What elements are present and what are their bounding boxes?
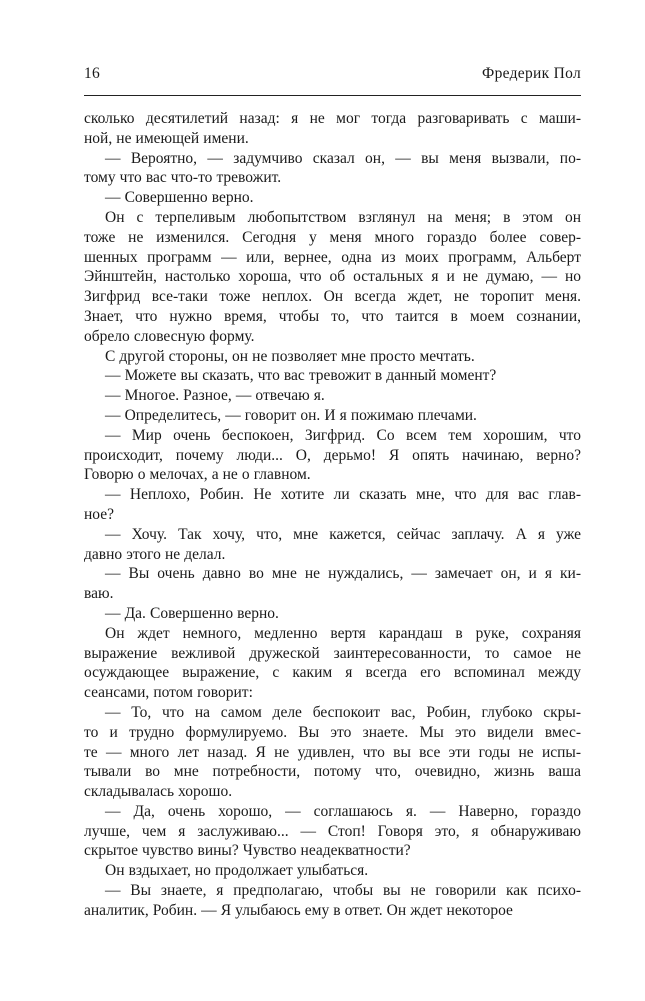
text-line: тывали во мне потребности, потому что, очевидно, жизнь ваша: [84, 763, 581, 781]
paragraph: [84, 624, 581, 703]
text-line: — Да, очень хорошо, — соглашаюсь я. — Наверно, гораздо: [105, 802, 581, 820]
text-line: тоже не изменился. Сегодня у меня много гораздо более совер-: [84, 228, 581, 246]
paragraph: [84, 188, 581, 208]
paragraph: [84, 426, 581, 485]
text-line: — Совершенно верно.: [105, 189, 254, 207]
text-line: — Вы знаете, я предполагаю, чтобы вы не говорили как психо-: [105, 882, 581, 900]
paragraph: [84, 149, 581, 189]
text-line: то и трудно формулируемо. Вы это знаете. Мы это видели вмес-: [84, 723, 581, 741]
text-line: С другой стороны, он не позволяет мне просто мечтать.: [105, 347, 475, 365]
text-line: давно этого не делал.: [84, 545, 226, 563]
paragraph: [84, 525, 581, 565]
text-line: шенных программ — или, вернее, одна из моих программ, Альберт: [84, 248, 581, 266]
text-line: обрело словесную форму.: [84, 327, 255, 345]
page-number: 16: [84, 65, 101, 82]
text-line: — То, что на самом деле беспокоит вас, Робин, глубоко скры-: [105, 703, 581, 721]
text-line: — Неплохо, Робин. Не хотите ли сказать мне, что для вас глав-: [105, 486, 581, 504]
text-line: — Мир очень беспокоен, Зигфрид. Со всем тем хорошим, что: [105, 426, 581, 444]
text-line: Зигфрид все-таки тоже неплох. Он всегда ждет, не торопит меня.: [84, 288, 581, 306]
text-line: Он вздыхает, но продолжает улыбаться.: [105, 862, 369, 880]
text-line: тому что вас что-то тревожит.: [84, 169, 282, 187]
text-line: — Хочу. Так хочу, что, мне кажется, сейчас заплачу. А я уже: [105, 525, 581, 543]
paragraph: [84, 485, 581, 525]
text-line: те — много лет назад. Я не удивлен, что вы все эти годы не испы-: [84, 743, 581, 761]
text-line: сколько десятилетий назад: я не мог тогда разговаривать с маши-: [84, 110, 581, 127]
page-header: [84, 64, 581, 96]
text-line: — Вероятно, — задумчиво сказал он, — вы меня вызвали, по-: [105, 149, 581, 167]
text-line: Эйнштейн, настолько хороша, что об остальных я и не думаю, — но: [84, 268, 581, 286]
text-line: складывалась хорошо.: [84, 783, 233, 801]
text-line: — Можете вы сказать, что вас тревожит в данный момент?: [105, 367, 497, 385]
text-line: выражение вежливой дружеской заинтересованности, то самое не: [84, 644, 581, 662]
text-line: ваю.: [84, 585, 114, 603]
text-line: — Определитесь, — говорит он. И я пожимаю плечами.: [105, 406, 477, 424]
text-line: скрытое чувство вины? Чувство неадекватности?: [84, 842, 411, 860]
paragraph: [84, 406, 581, 426]
text-line: — Многое. Разное, — отвечаю я.: [105, 387, 325, 405]
text-line: сеансами, потом говорит:: [84, 684, 253, 702]
paragraph: [84, 604, 581, 624]
page-body: [84, 109, 581, 921]
paragraph: [84, 386, 581, 406]
text-line: лучше, чем я заслуживаю... — Стоп! Говоря это, я обнаруживаю: [84, 822, 581, 840]
text-line: — Да. Совершенно верно.: [105, 604, 279, 622]
text-line: аналитик, Робин. — Я улыбаюсь ему в ответ. Он ждет некоторое: [84, 901, 513, 919]
text-line: ное?: [84, 505, 114, 523]
paragraph: [84, 208, 581, 347]
text-line: Он ждет немного, медленно вертя карандаш в руке, сохраняя: [105, 624, 581, 642]
text-line: Говорю о мелочах, а не о главном.: [84, 466, 311, 484]
text-line: происходит, почему люди... О, дерьмо! Я опять начинаю, верно?: [84, 446, 581, 464]
paragraph: [84, 366, 581, 386]
paragraph: [84, 861, 581, 881]
paragraph: [84, 881, 581, 921]
text-line: Он с терпеливым любопытством взглянул на меня; в этом он: [105, 208, 581, 226]
running-title-author: Фредерик Пол: [482, 65, 581, 82]
text-line: осуждающее выражение, с каким я всегда его вспоминал между: [84, 664, 581, 682]
paragraph: [84, 703, 581, 802]
paragraph: [84, 109, 581, 149]
paragraph: [84, 347, 581, 367]
text-line: — Вы очень давно во мне не нуждались, — замечает он, и я ки-: [105, 565, 581, 583]
text-line: Знает, что нужно время, чтобы то, что таится в моем сознании,: [84, 307, 581, 325]
text-line: ной, не имеющей имени.: [84, 129, 249, 147]
paragraph: [84, 802, 581, 861]
paragraph: [84, 564, 581, 604]
